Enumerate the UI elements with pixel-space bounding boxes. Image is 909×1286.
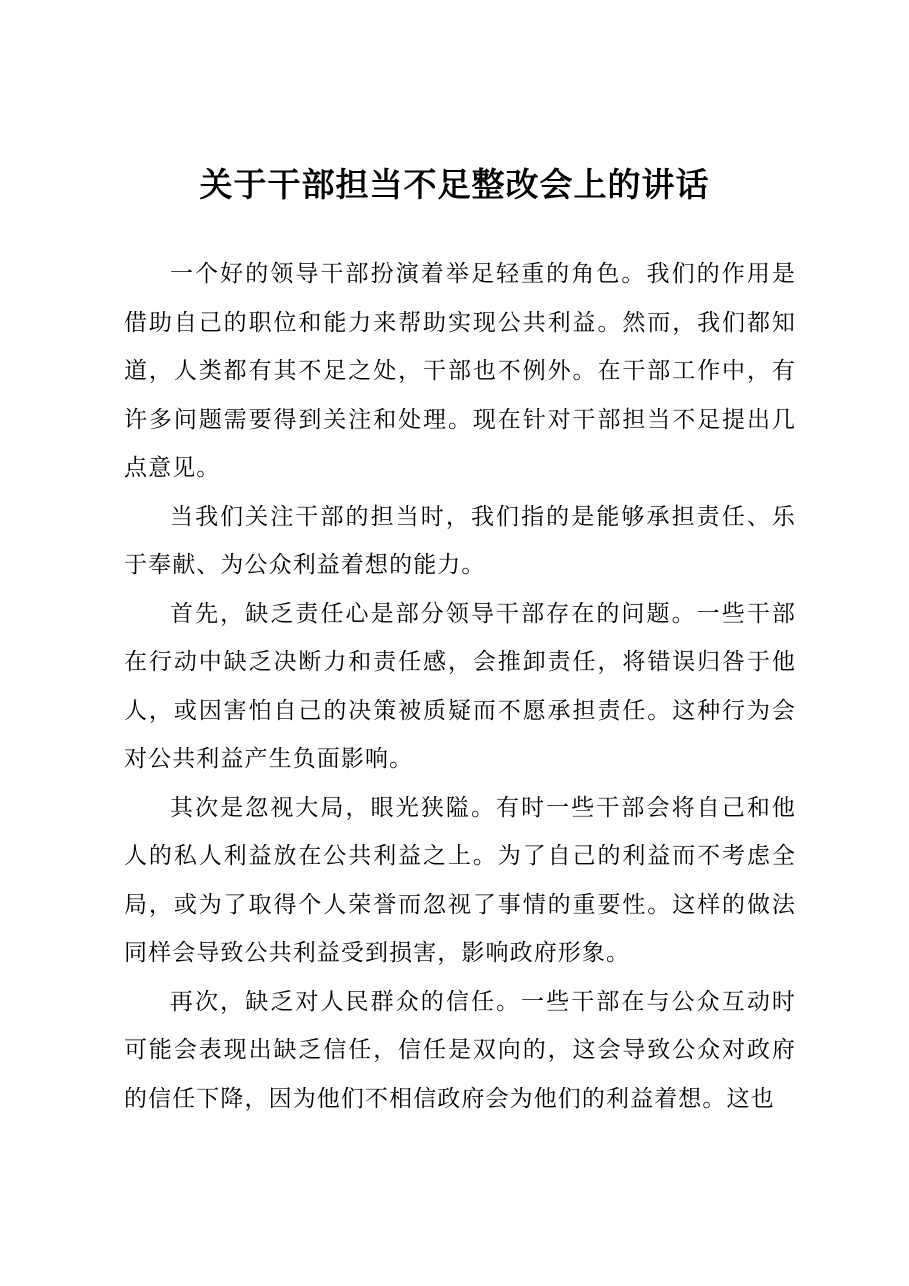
paragraph: 其次是忽视大局，眼光狭隘。有时一些干部会将自己和他人的私人利益放在公共利益之上。为了自己的利益而不考虑全局，或为了取得个人荣誉而忽视了事情的重要性。这样的做法同样会导致公共利益受到损害，影响政府形象。 — [124, 794, 796, 966]
document-title: 关于干部担当不足整改会上的讲话 — [199, 165, 710, 204]
document-body — [124, 250, 796, 1123]
paragraph: 一个好的领导干部扮演着举足轻重的角色。我们的作用是借助自己的职位和能力来帮助实现公共利益。然而，我们都知道，人类都有其不足之处，干部也不例外。在干部工作中，有许多问题需要得到关注和处理。现在针对干部担当不足提出几点意见。 — [124, 261, 796, 481]
paragraph: 首先，缺乏责任心是部分领导干部存在的问题。一些干部在行动中缺乏决断力和责任感，会推卸责任，将错误归咎于他人，或因害怕自己的决策被质疑而不愿承担责任。这种行为会对公共利益产生负面影响。 — [124, 600, 796, 772]
paragraph: 再次，缺乏对人民群众的信任。一些干部在与公众互动时可能会表现出缺乏信任，信任是双向的，这会导致公众对政府的信任下降，因为他们不相信政府会为他们的利益着想。这也 — [124, 988, 796, 1112]
paragraph: 当我们关注干部的担当时，我们指的是能够承担责任、乐于奉献、为公众利益着想的能力。 — [124, 503, 796, 578]
